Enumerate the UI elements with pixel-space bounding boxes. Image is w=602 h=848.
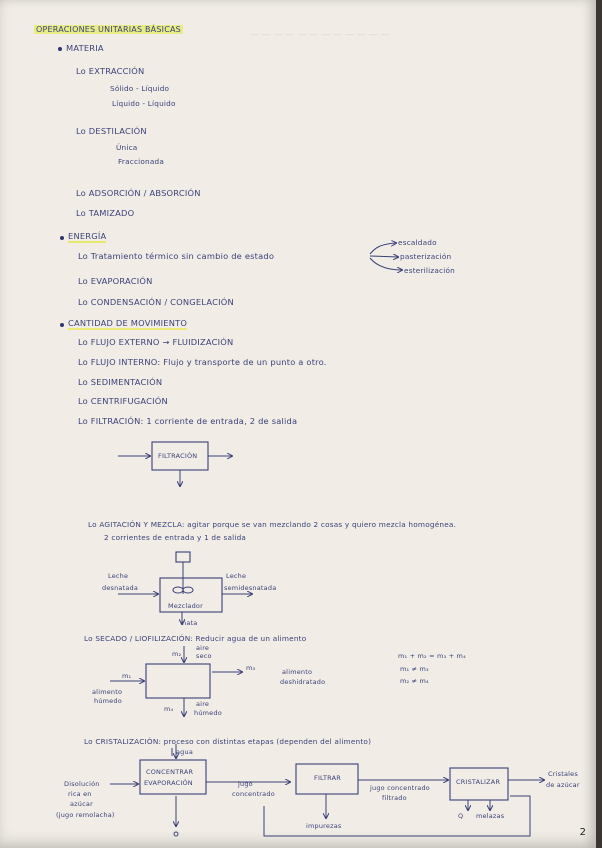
equation-m1-m3: m₁ ≠ m₃ <box>400 665 429 673</box>
item-tratamiento-termico: Lo Tratamiento térmico sin cambio de estado <box>78 251 275 261</box>
label-m4: m₄ <box>164 705 174 713</box>
label-impurezas: impurezas <box>306 822 342 830</box>
item-sedimentacion: Lo SEDIMENTACIÓN <box>78 377 163 387</box>
filtracion-box-label: FILTRACIÓN <box>158 452 198 460</box>
label-rica-en: rica en <box>68 790 92 798</box>
label-azucar: azúcar <box>70 800 93 808</box>
label-leche-semi: Leche <box>226 572 247 580</box>
item-adsorcion: Lo ADSORCIÓN / ABSORCIÓN <box>76 188 201 198</box>
label-humedo-2: húmedo <box>194 709 222 717</box>
item-extraccion: Lo EXTRACCIÓN <box>76 66 145 76</box>
label-deshidratado: deshidratado <box>280 678 326 686</box>
label-leche-desnatada: Leche <box>108 572 129 580</box>
label-m3: m₃ <box>246 664 256 672</box>
filtracion-box <box>152 442 208 470</box>
item-filtracion: Lo FILTRACIÓN: 1 corriente de entrada, 2 de salida <box>78 416 298 426</box>
label-de-azucar: de azúcar <box>546 781 580 789</box>
item-escaldado: escaldado <box>398 238 437 247</box>
page-number: 2 <box>579 827 586 838</box>
item-centrifugacion: Lo CENTRIFUGACIÓN <box>78 396 168 406</box>
label-disolucion: Disolución <box>64 780 100 788</box>
cristalizar-box <box>450 768 508 800</box>
item-evaporacion: Lo EVAPORACIÓN <box>78 276 153 286</box>
label-semidesnatada: semidesnatada <box>224 584 277 592</box>
motor-box <box>176 552 190 562</box>
label-seco: seco <box>196 652 212 660</box>
concentrar-box-sub: EVAPORACIÓN <box>144 779 193 787</box>
filtrar-box-label: FILTRAR <box>314 774 341 782</box>
item-flujo-externo: Lo FLUJO EXTERNO → FLUIDIZACIÓN <box>78 337 234 347</box>
item-secado: Lo SECADO / LIOFILIZACIÓN: Reducir agua de un alimento <box>84 634 307 643</box>
mezclador-label: Mezclador <box>168 602 203 610</box>
item-condensacion: Lo CONDENSACIÓN / CONGELACIÓN <box>78 297 234 307</box>
label-filtrado: filtrado <box>382 794 407 802</box>
label-jugo-remolacha: (jugo remolacha) <box>56 811 115 819</box>
equation-mass-balance: m₁ + m₂ = m₃ + m₄ <box>398 652 466 660</box>
item-tamizado: Lo TAMIZADO <box>76 208 135 218</box>
section-heading-materia: MATERIA <box>66 43 104 53</box>
concentrar-box-label: CONCENTRAR <box>146 768 194 776</box>
item-unica: Única <box>116 143 138 152</box>
secado-box <box>146 664 210 698</box>
concentrar-box <box>140 760 206 794</box>
label-humedo: húmedo <box>94 697 122 705</box>
label-agua: agua <box>176 748 194 756</box>
label-aire-humedo: aire <box>196 700 210 708</box>
item-destilacion: Lo DESTILACIÓN <box>76 126 147 136</box>
item-agitacion-corrientes: 2 corrientes de entrada y 1 de salida <box>104 533 247 542</box>
label-m1: m₁ <box>122 672 132 680</box>
item-fraccionada: Fraccionada <box>118 157 165 166</box>
label-melazas: melazas <box>476 812 505 820</box>
equation-m2-m4: m₂ ≠ m₄ <box>400 677 429 685</box>
item-esterilizacion: esterilización <box>404 266 455 275</box>
label-desnatada: desnatada <box>102 584 139 592</box>
label-concentrado: concentrado <box>232 790 275 798</box>
mezclador-box <box>160 578 222 612</box>
item-liquido-liquido: Líquido - Líquido <box>112 99 176 108</box>
label-alimento-desh: alimento <box>282 668 313 676</box>
section-heading-movimiento: CANTIDAD DE MOVIMIENTO <box>68 318 188 328</box>
label-m2: m₂ <box>172 650 182 658</box>
bleed-through-text: — — — — — — — — — — — — <box>250 30 390 40</box>
label-jugo-concentrado-filtrado: jugo concentrado <box>370 784 430 792</box>
cristalizar-box-label: CRISTALIZAR <box>456 778 501 786</box>
filtrar-box <box>296 764 358 794</box>
section-heading-energia: ENERGÍA <box>68 231 107 241</box>
item-pasterizacion: pasterización <box>400 252 452 261</box>
item-solido-liquido: Sólido - Líquido <box>110 84 170 93</box>
label-jugo: jugo <box>238 780 253 788</box>
item-flujo-interno: Lo FLUJO INTERNO: Flujo y transporte de un punto a otro. <box>78 357 327 367</box>
label-q: Q <box>458 812 464 820</box>
label-nata: nata <box>182 619 198 627</box>
page-title: OPERACIONES UNITARIAS BÁSICAS <box>36 25 181 34</box>
item-agitacion: Lo AGITACIÓN Y MEZCLA: agitar porque se van mezclando 2 cosas y quiero mezcla homogénea. <box>88 520 457 529</box>
label-aire-seco: aire <box>196 644 210 652</box>
label-alimento-humedo: alimento <box>92 688 123 696</box>
item-cristalizacion: Lo CRISTALIZACIÓN: proceso con distintas etapas (dependen del alimento) <box>84 737 372 746</box>
label-cristales: Cristales <box>548 770 578 778</box>
